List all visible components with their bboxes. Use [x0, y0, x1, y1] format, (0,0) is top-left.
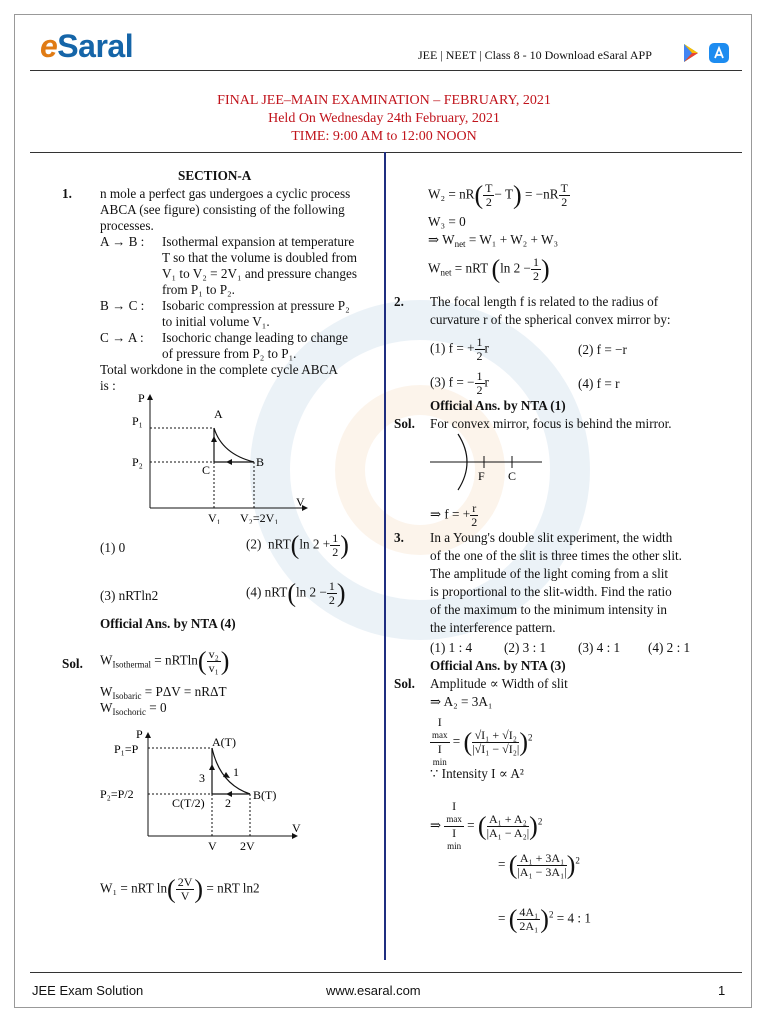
- axis-label: P₂: [132, 455, 143, 469]
- option-4[interactable]: (4) 2 : 1: [648, 640, 691, 655]
- step-label: 1: [233, 765, 239, 779]
- q3-line: In a Young's double slit experiment, the width: [430, 530, 673, 545]
- work-w2: W₂ = nR( $\frac{T}{2}$ − T) = −nR $\frac{T}{2}$: [428, 180, 568, 210]
- section-title: SECTION-A: [178, 168, 252, 183]
- exam-title: FINAL JEE–MAIN EXAMINATION – FEBRUARY, 2021: [217, 93, 551, 108]
- process-text: Isochoric change leading to change: [162, 330, 349, 345]
- option-3[interactable]: (3) nRTln2: [100, 588, 159, 603]
- point-label: C: [202, 463, 211, 477]
- q3-step: ⇒ A₂ = 3A₁: [430, 694, 493, 709]
- q3-intensity-ratio-4: = ( $\frac{\text{4A₁}}{\text{2A₁}}$ )$^2$ = 4 : 1: [498, 904, 591, 934]
- q2-result: ⇒ f = + $\frac{r}{2}$: [430, 501, 478, 529]
- footer-divider: [30, 972, 742, 973]
- official-answer: Official Ans. by NTA (3): [430, 658, 566, 673]
- option-1[interactable]: (1) 1 : 4: [430, 640, 473, 655]
- option-2[interactable]: (2) 3 : 1: [504, 640, 547, 655]
- page-number: 1: [718, 983, 726, 998]
- q3-line: of the maximum to the minimum intensity in: [430, 602, 667, 617]
- work-w3: W₃ = 0: [428, 214, 466, 229]
- q1-prompt: is :: [100, 378, 116, 393]
- option-1[interactable]: (1) f = + $\frac{1}{2}$ r: [430, 335, 489, 363]
- option-1[interactable]: (1) 0: [100, 540, 126, 555]
- focus-label: F: [478, 469, 485, 483]
- step-label: 3: [199, 771, 205, 785]
- footer-website-link[interactable]: www.esaral.com: [326, 983, 421, 998]
- solution-label: Sol.: [394, 676, 415, 691]
- pv-diagram-question: [130, 392, 310, 524]
- q1-prompt: Total workdone in the complete cycle ABCA: [100, 362, 338, 377]
- q3-step: Amplitude ∝ Width of slit: [430, 676, 568, 691]
- axis-label: P₂=P/2: [100, 787, 134, 801]
- process-label: C → A :: [100, 330, 144, 345]
- header-tagline: JEE | NEET | Class 8 - 10 Download eSaral APP: [418, 48, 652, 62]
- axis-label: P₁: [132, 414, 143, 428]
- axis-label: V₂=2V₁: [240, 511, 279, 524]
- work-w1: W₁ = nRT ln( $\frac{2V}{V}$ ) = nRT ln2: [100, 874, 260, 904]
- option-3[interactable]: (3) f = − $\frac{1}{2}$ r: [430, 369, 489, 397]
- convex-mirror-diagram: [428, 430, 548, 494]
- axis-label: V₁: [208, 511, 221, 524]
- work-net-sum: ⇒ $W_{net} = W_1 + W_2 + W_3$: [428, 232, 559, 249]
- pv-diagram-solution: [88, 726, 308, 856]
- process-text: V₁ to V₂ = 2V₁ and pressure changes: [162, 266, 357, 281]
- process-text: T so that the volume is doubled from: [162, 250, 357, 265]
- step-label: 2: [225, 796, 231, 810]
- q3-line: of the one of the slit is three times the other slit.: [430, 548, 682, 563]
- q3-intensity-ratio-1: I max I min = ( $\frac{\text{√I₁ + √I₂}}{\text{|√I₁ − √I₂|}}$ )$^2$: [432, 715, 533, 767]
- app-store-icon[interactable]: [708, 42, 730, 64]
- official-answer: Official Ans. by NTA (1): [430, 398, 566, 413]
- work-net-result: $W_{net}$ = nRT (ln 2 − $\frac{1}{2}$ ): [428, 254, 550, 284]
- title-divider: [30, 152, 742, 153]
- work-isochoric: $W_{Isochoric} = 0$: [100, 700, 167, 717]
- q2-solution-text: For convex mirror, focus is behind the mirror.: [430, 416, 672, 431]
- q3-line: the interference pattern.: [430, 620, 556, 635]
- esaral-logo[interactable]: eSaral: [40, 28, 134, 64]
- footer-title: JEE Exam Solution: [32, 983, 144, 998]
- solution-label: Sol.: [62, 656, 83, 671]
- question-number: 3.: [394, 530, 404, 545]
- q1-line: n mole a perfect gas undergoes a cyclic process: [100, 186, 351, 201]
- option-2[interactable]: (2) f = −r: [578, 342, 627, 357]
- point-label: B(T): [253, 788, 277, 802]
- process-text: Isobaric compression at pressure P₂: [162, 298, 350, 313]
- point-label: A: [214, 407, 223, 421]
- google-play-icon[interactable]: [680, 42, 702, 64]
- process-text: of pressure from P₂ to P₁.: [162, 346, 297, 361]
- official-answer: Official Ans. by NTA (4): [100, 616, 236, 631]
- process-label: A → B :: [100, 234, 145, 249]
- exam-time: TIME: 9:00 AM to 12:00 NOON: [291, 129, 477, 144]
- q3-line: is proportional to the slit-width. Find the ratio: [430, 584, 672, 599]
- option-2[interactable]: (2) nRT(ln 2 + $\frac{1}{2}$ ): [246, 530, 349, 560]
- axis-label: P: [138, 392, 145, 405]
- work-isothermal: $W_{Isothermal} = nRTln$( $\frac{\text{v₂}}{\text{v₁}}$ ): [100, 646, 230, 676]
- option-4[interactable]: (4) nRT(ln 2 − $\frac{1}{2}$ ): [246, 578, 346, 608]
- q3-line: The amplitude of the light coming from a slit: [430, 566, 669, 581]
- process-text: to initial volume V₁.: [162, 314, 270, 329]
- q2-line: curvature r of the spherical convex mirror by:: [430, 312, 671, 327]
- work-isobaric: $W_{Isobaric} = P\Delta V = nR\Delta T$: [100, 684, 227, 701]
- process-text: from P₁ to P₂.: [162, 282, 235, 297]
- process-text: Isothermal expansion at temperature: [162, 234, 355, 249]
- point-label: A(T): [212, 735, 236, 749]
- axis-label: V: [208, 839, 217, 853]
- axis-label: V: [296, 495, 305, 509]
- q3-since: ∵ Intensity I ∝ A²: [430, 766, 524, 781]
- q3-intensity-ratio-3: = ( $\frac{\text{A₁ + 3A₁}}{\text{|A₁ − 3A₁|}}$ )$^2$: [498, 850, 580, 880]
- axis-label: V: [292, 821, 301, 835]
- axis-label: P₁=P: [114, 742, 139, 756]
- q1-line: ABCA (see figure) consisting of the following: [100, 202, 345, 217]
- header-divider: [30, 70, 742, 71]
- exam-date: Held On Wednesday 24th February, 2021: [268, 111, 500, 126]
- q2-line: The focal length f is related to the radius of: [430, 294, 659, 309]
- process-label: B → C :: [100, 298, 145, 313]
- point-label: B: [256, 455, 265, 469]
- point-label: C(T/2): [172, 796, 205, 810]
- option-3[interactable]: (3) 4 : 1: [578, 640, 621, 655]
- q3-intensity-ratio-2: ⇒ I max I min = ( $\frac{\text{A₁ + A₂}}{\text{|A₁ − A₂|}}$ )$^2$: [430, 799, 543, 851]
- column-divider: [384, 152, 386, 960]
- q1-line: processes.: [100, 218, 154, 233]
- question-number: 1.: [62, 186, 72, 201]
- solution-label: Sol.: [394, 416, 415, 431]
- option-4[interactable]: (4) f = r: [578, 376, 620, 391]
- centre-label: C: [508, 469, 517, 483]
- axis-label: 2V: [240, 839, 255, 853]
- question-number: 2.: [394, 294, 404, 309]
- axis-label: P: [136, 727, 143, 741]
